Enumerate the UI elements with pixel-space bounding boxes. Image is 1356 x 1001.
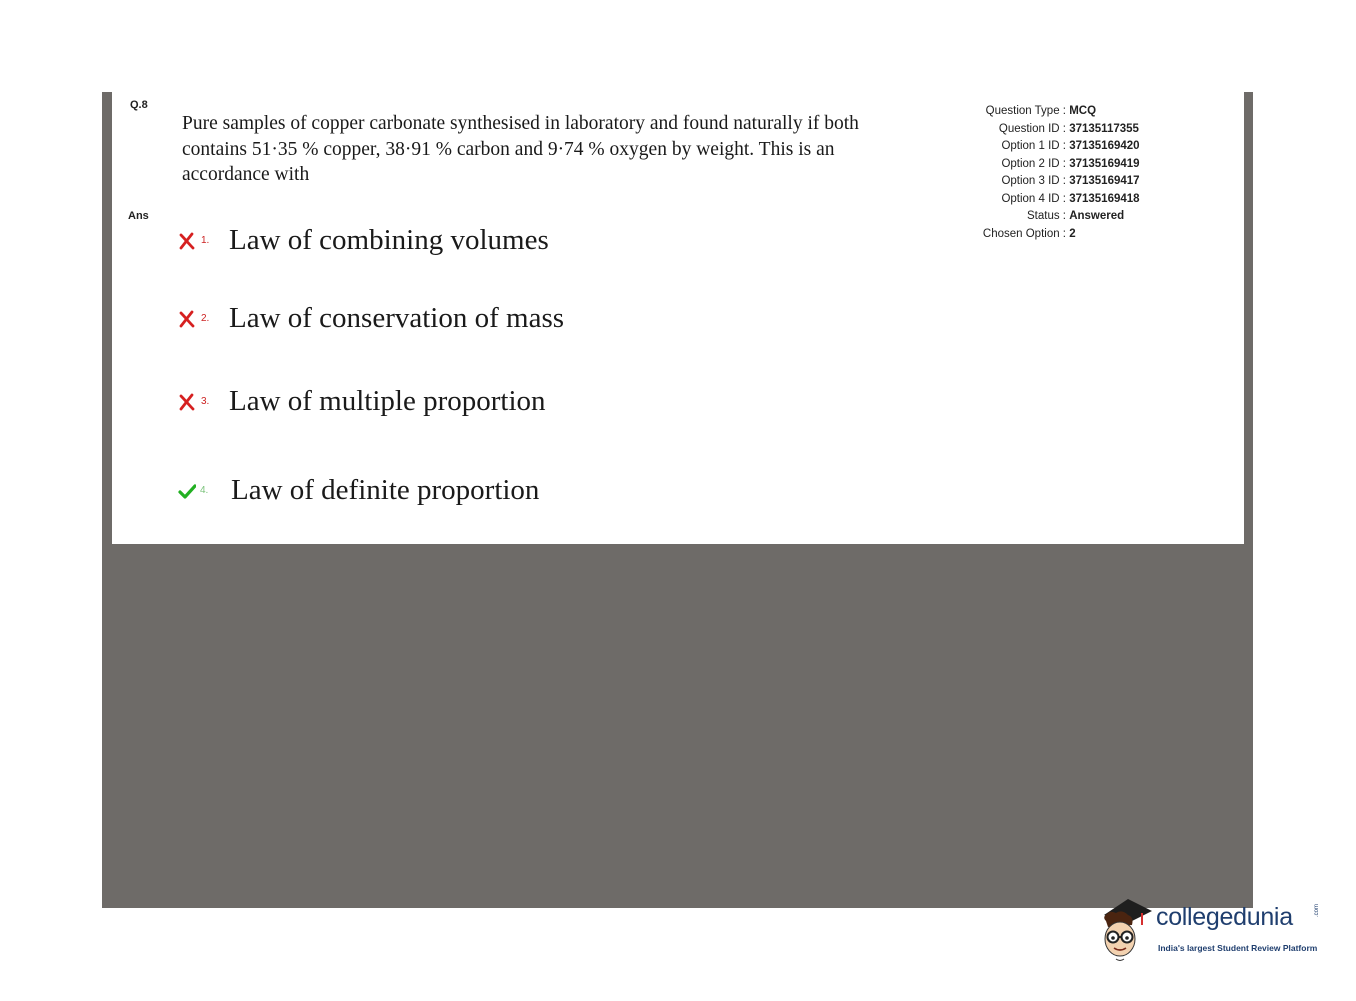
question-text: Pure samples of copper carbonate synthesised in laboratory and found naturally if both contains 51·35 % copper, 38·91 % carbon and 9·74 % oxygen by weight. This is an accordance with (182, 113, 859, 185)
brand-tagline: India's largest Student Review Platform (1158, 943, 1318, 953)
option-number: 1. (201, 235, 210, 246)
question-number: Q.8 (130, 99, 148, 111)
meta-question-id: Question ID : 37135117355 (998, 122, 1139, 135)
option-text: Law of multiple proportion (229, 385, 546, 417)
brand-domain: .com (1314, 903, 1320, 917)
meta-option1-id: Option 1 ID : 37135169420 (1001, 140, 1140, 152)
option-text: Law of combining volumes (229, 224, 549, 256)
meta-question-type: Question Type : MCQ (985, 105, 1097, 117)
meta-option3-id: Option 3 ID : 37135169417 (1001, 175, 1140, 187)
answer-label: Ans (128, 210, 149, 222)
cross-icon (178, 310, 196, 328)
option-text: Law of conservation of mass (229, 302, 565, 334)
meta-option2-id: Option 2 ID : 37135169419 (1001, 157, 1140, 170)
meta-chosen-option: Chosen Option : 2 (982, 227, 1076, 240)
mascot-icon (1098, 895, 1154, 967)
option-number: 2. (201, 313, 210, 324)
option-number: 4. (200, 485, 209, 496)
cross-icon (178, 393, 196, 411)
question-meta (940, 103, 1140, 243)
meta-option4-id: Option 4 ID : 37135169418 (1001, 192, 1140, 205)
cross-icon (178, 232, 196, 250)
option-text: Law of definite proportion (231, 474, 540, 506)
meta-status: Status : Answered (1027, 210, 1125, 222)
option-number: 3. (201, 396, 210, 407)
brand-name: collegedunia (1156, 903, 1293, 931)
collegedunia-logo (1098, 895, 1328, 967)
check-icon (178, 482, 196, 500)
